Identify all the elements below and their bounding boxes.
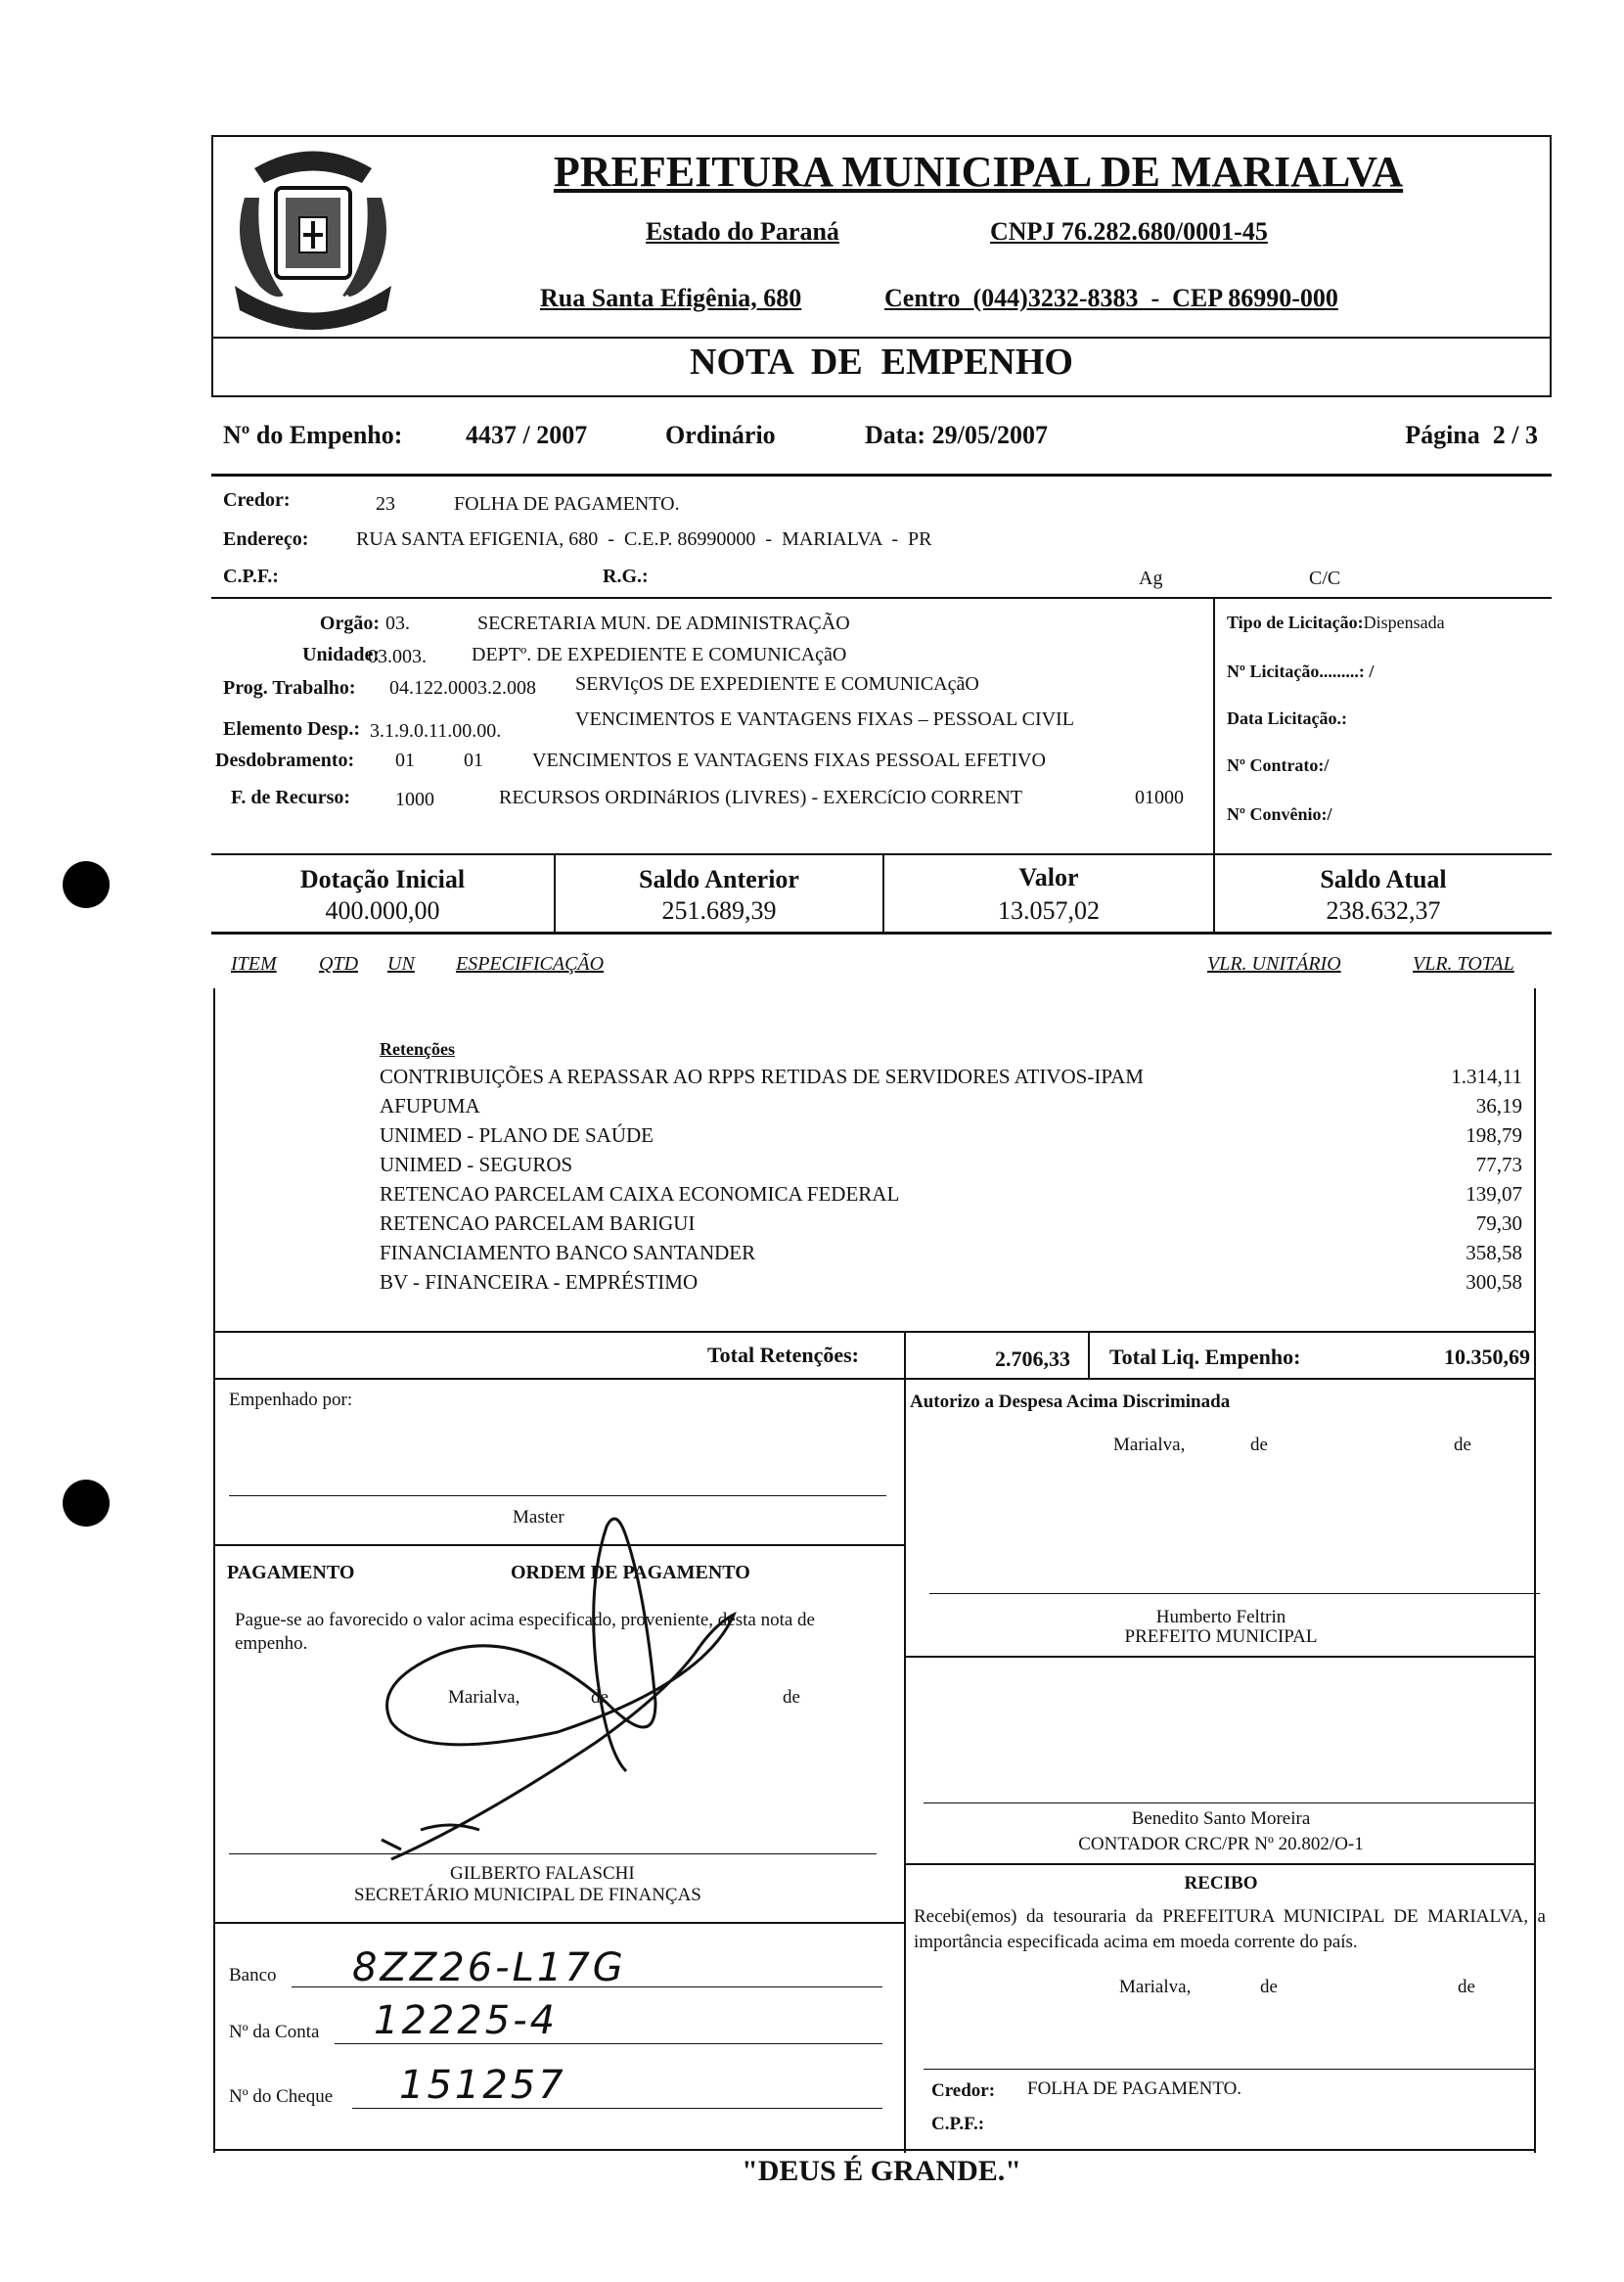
- recurso-label: F. de Recurso:: [231, 787, 351, 808]
- list-item-desc: BV - FINANCEIRA - EMPRÉSTIMO: [380, 1270, 699, 1294]
- signature: [362, 1507, 871, 1879]
- licitacao-tipo: [1227, 613, 1445, 633]
- saldo-atual-value: 238.632,37: [1326, 896, 1441, 925]
- cpf-label: C.P.F.:: [223, 566, 279, 587]
- licitacao-tipo-value: Dispensada: [1363, 613, 1445, 632]
- desdobramento-desc: VENCIMENTOS E VANTAGENS FIXAS PESSOAL EFETIVO: [532, 750, 1046, 771]
- recibo-credor-label: Credor:: [931, 2080, 996, 2101]
- elemento-code: 3.1.9.0.11.00.00.: [370, 720, 502, 742]
- credor-label: Credor:: [223, 489, 291, 511]
- list-item-desc: FINANCIAMENTO BANCO SANTANDER: [380, 1241, 756, 1264]
- dotacao-value: 400.000,00: [325, 896, 440, 925]
- endereco-label: Endereço:: [223, 528, 309, 550]
- cheque-handwritten: 151257: [399, 2063, 566, 2108]
- cc-label: C/C: [1309, 568, 1341, 589]
- empenho-number-label: Nº do Empenho:: [223, 421, 403, 449]
- saldo-atual-label: Saldo Atual: [1320, 865, 1447, 893]
- recibo-de-1: de: [1260, 1977, 1278, 1997]
- banco-label: Banco: [229, 1965, 277, 1985]
- contador-title: CONTADOR CRC/PR Nº 20.802/O-1: [1078, 1834, 1364, 1854]
- unidade-label: Unidade:: [302, 644, 380, 665]
- orgao-code: 03.: [385, 613, 410, 634]
- recurso-desc: RECURSOS ORDINáRIOS (LIVRES) - EXERCíCIO CORRENT: [499, 787, 1023, 808]
- empenho-type: Ordinário: [665, 421, 776, 449]
- unidade-desc: DEPTº. DE EXPEDIENTE E COMUNICAçãO: [472, 644, 847, 665]
- list-item-value: 198,79: [1466, 1123, 1522, 1147]
- col-vlr-unitario: VLR. UNITÁRIO: [1207, 953, 1341, 975]
- valor-value: 13.057,02: [998, 896, 1100, 925]
- recibo-de-2: de: [1458, 1977, 1475, 1997]
- punch-hole-top: [63, 861, 110, 908]
- contador-name: Benedito Santo Moreira: [1131, 1808, 1311, 1829]
- desdobramento-code-1: 01: [395, 750, 415, 771]
- footer-motto: "DEUS É GRANDE.": [742, 2155, 1021, 2187]
- list-item-value: 36,19: [1475, 1094, 1522, 1118]
- recibo-marialva: Marialva,: [1119, 1977, 1192, 1997]
- right-de-2: de: [1454, 1435, 1471, 1455]
- licitacao-numero: Nº Licitação.........: /: [1227, 662, 1375, 681]
- dotacao-label: Dotação Inicial: [299, 865, 466, 893]
- list-item-desc: RETENCAO PARCELAM BARIGUI: [380, 1211, 696, 1235]
- valor-label: Valor: [1018, 863, 1079, 891]
- banco-handwritten: 8ZZ26-L17G: [352, 1945, 626, 1990]
- recibo-cpf-label: C.P.F.:: [931, 2114, 985, 2134]
- seal-text: MARIALVA: [282, 292, 352, 307]
- right-marialva: Marialva,: [1113, 1435, 1186, 1455]
- unidade-code: 03.003.: [368, 646, 427, 667]
- recibo-credor-value: FOLHA DE PAGAMENTO.: [1027, 2078, 1242, 2099]
- recurso-code: 1000: [395, 789, 434, 810]
- list-item-desc: AFUPUMA: [380, 1094, 480, 1118]
- list-item-value: 77,73: [1475, 1153, 1522, 1176]
- ordem-pagamento-label: ORDEM DE PAGAMENTO: [511, 1562, 750, 1583]
- list-item-value: 79,30: [1475, 1211, 1522, 1235]
- col-un: UN: [387, 953, 415, 975]
- header-cnpj: CNPJ 76.282.680/0001-45: [990, 217, 1268, 246]
- col-qtd: QTD: [319, 953, 359, 975]
- prog-label: Prog. Trabalho:: [223, 677, 356, 699]
- document-title: NOTA DE EMPENHO: [690, 342, 1073, 383]
- orgao-desc: SECRETARIA MUN. DE ADMINISTRAÇÃO: [477, 613, 850, 634]
- contrato: Nº Contrato:/: [1227, 755, 1330, 775]
- rg-label: R.G.:: [603, 566, 649, 587]
- col-vlr-total: VLR. TOTAL: [1413, 953, 1514, 975]
- credor-code: 23: [376, 493, 395, 515]
- col-especificacao: ESPECIFICAÇÃO: [456, 953, 605, 975]
- right-de-1: de: [1250, 1435, 1268, 1455]
- master-label: Master: [513, 1507, 564, 1528]
- list-item-desc: UNIMED - SEGUROS: [380, 1153, 573, 1176]
- desdobramento-code-2: 01: [464, 750, 483, 771]
- list-item-value: 300,58: [1466, 1270, 1522, 1294]
- empenho-number: 4437 / 2007: [466, 421, 588, 449]
- list-item-desc: CONTRIBUIÇÕES A REPASSAR AO RPPS RETIDAS DE SERVIDORES ATIVOS-IPAM: [380, 1065, 1144, 1088]
- list-item-value: 139,07: [1466, 1182, 1522, 1206]
- recibo-title: RECIBO: [1184, 1873, 1258, 1894]
- autorizo-label: Autorizo a Despesa Acima Discriminada: [910, 1392, 1231, 1412]
- ag-label: Ag: [1139, 568, 1163, 589]
- total-liquido-value: 10.350,69: [1444, 1345, 1530, 1369]
- list-item-value: 358,58: [1466, 1241, 1522, 1264]
- punch-hole-bottom: [63, 1480, 110, 1527]
- convenio: Nº Convênio:/: [1227, 804, 1332, 824]
- list-item-value: 1.314,11: [1451, 1065, 1522, 1088]
- saldo-anterior-label: Saldo Anterior: [639, 865, 799, 893]
- page-number: Página 2 / 3: [1405, 421, 1538, 449]
- prog-code: 04.122.0003.2.008: [389, 677, 536, 699]
- total-retencoes-label: Total Retenções:: [707, 1343, 859, 1367]
- de-label-1: de: [591, 1687, 609, 1708]
- elemento-desc: VENCIMENTOS E VANTAGENS FIXAS – PESSOAL CIVIL: [575, 708, 1074, 730]
- licitacao-tipo-label: Tipo de Licitação:: [1227, 613, 1364, 632]
- licitacao-data: Data Licitação.:: [1227, 708, 1347, 728]
- saldo-anterior-value: 251.689,39: [661, 896, 777, 925]
- pagamento-label: PAGAMENTO: [227, 1562, 355, 1583]
- conta-label: Nº da Conta: [229, 2022, 320, 2042]
- empenho-date: Data: 29/05/2007: [865, 421, 1049, 449]
- header-state: Estado do Paraná: [646, 217, 839, 246]
- list-item-desc: UNIMED - PLANO DE SAÚDE: [380, 1123, 654, 1147]
- recibo-text: Recebi(emos) da tesouraria da PREFEITURA MUNICIPAL DE MARIALVA, a importância especificada acima em moeda corrente do país.: [914, 1906, 1546, 1952]
- prefeito-name: Humberto Feltrin: [1155, 1607, 1286, 1627]
- city-seal: [215, 139, 411, 335]
- pague-text: Pague-se ao favorecido o valor acima especificado, proveniente, desta nota de empenho.: [235, 1610, 815, 1654]
- marialva-label: Marialva,: [448, 1687, 520, 1708]
- endereco-value: RUA SANTA EFIGENIA, 680 - C.E.P. 86990000 - MARIALVA - PR: [356, 528, 932, 550]
- secretario-name: GILBERTO FALASCHI: [450, 1863, 635, 1884]
- de-label-2: de: [783, 1687, 800, 1708]
- header-contact: Centro (044)3232-8383 - CEP 86990-000: [884, 284, 1338, 312]
- col-item: ITEM: [231, 953, 277, 975]
- list-item-desc: RETENCAO PARCELAM CAIXA ECONOMICA FEDERAL: [380, 1182, 900, 1206]
- orgao-label: Orgão:: [319, 613, 380, 634]
- retencoes-title: Retenções: [380, 1039, 455, 1059]
- conta-handwritten: 12225-4: [374, 1998, 559, 2043]
- desdobramento-label: Desdobramento:: [215, 750, 355, 771]
- secretario-title: SECRETÁRIO MUNICIPAL DE FINANÇAS: [354, 1885, 701, 1905]
- prog-desc: SERVIçOS DE EXPEDIENTE E COMUNICAçãO: [575, 673, 979, 695]
- total-retencoes-value: 2.706,33: [995, 1346, 1070, 1371]
- empenhado-por-label: Empenhado por:: [229, 1390, 353, 1410]
- cheque-label: Nº do Cheque: [229, 2086, 334, 2107]
- credor-name: FOLHA DE PAGAMENTO.: [454, 493, 680, 515]
- header-title: PREFEITURA MUNICIPAL DE MARIALVA: [553, 148, 1404, 196]
- total-liquido-label: Total Liq. Empenho:: [1109, 1345, 1301, 1369]
- header-address: Rua Santa Efigênia, 680: [540, 284, 802, 312]
- prefeito-title: PREFEITO MUNICIPAL: [1124, 1626, 1318, 1647]
- elemento-label: Elemento Desp.:: [223, 718, 360, 740]
- recurso-sub: 01000: [1135, 787, 1184, 808]
